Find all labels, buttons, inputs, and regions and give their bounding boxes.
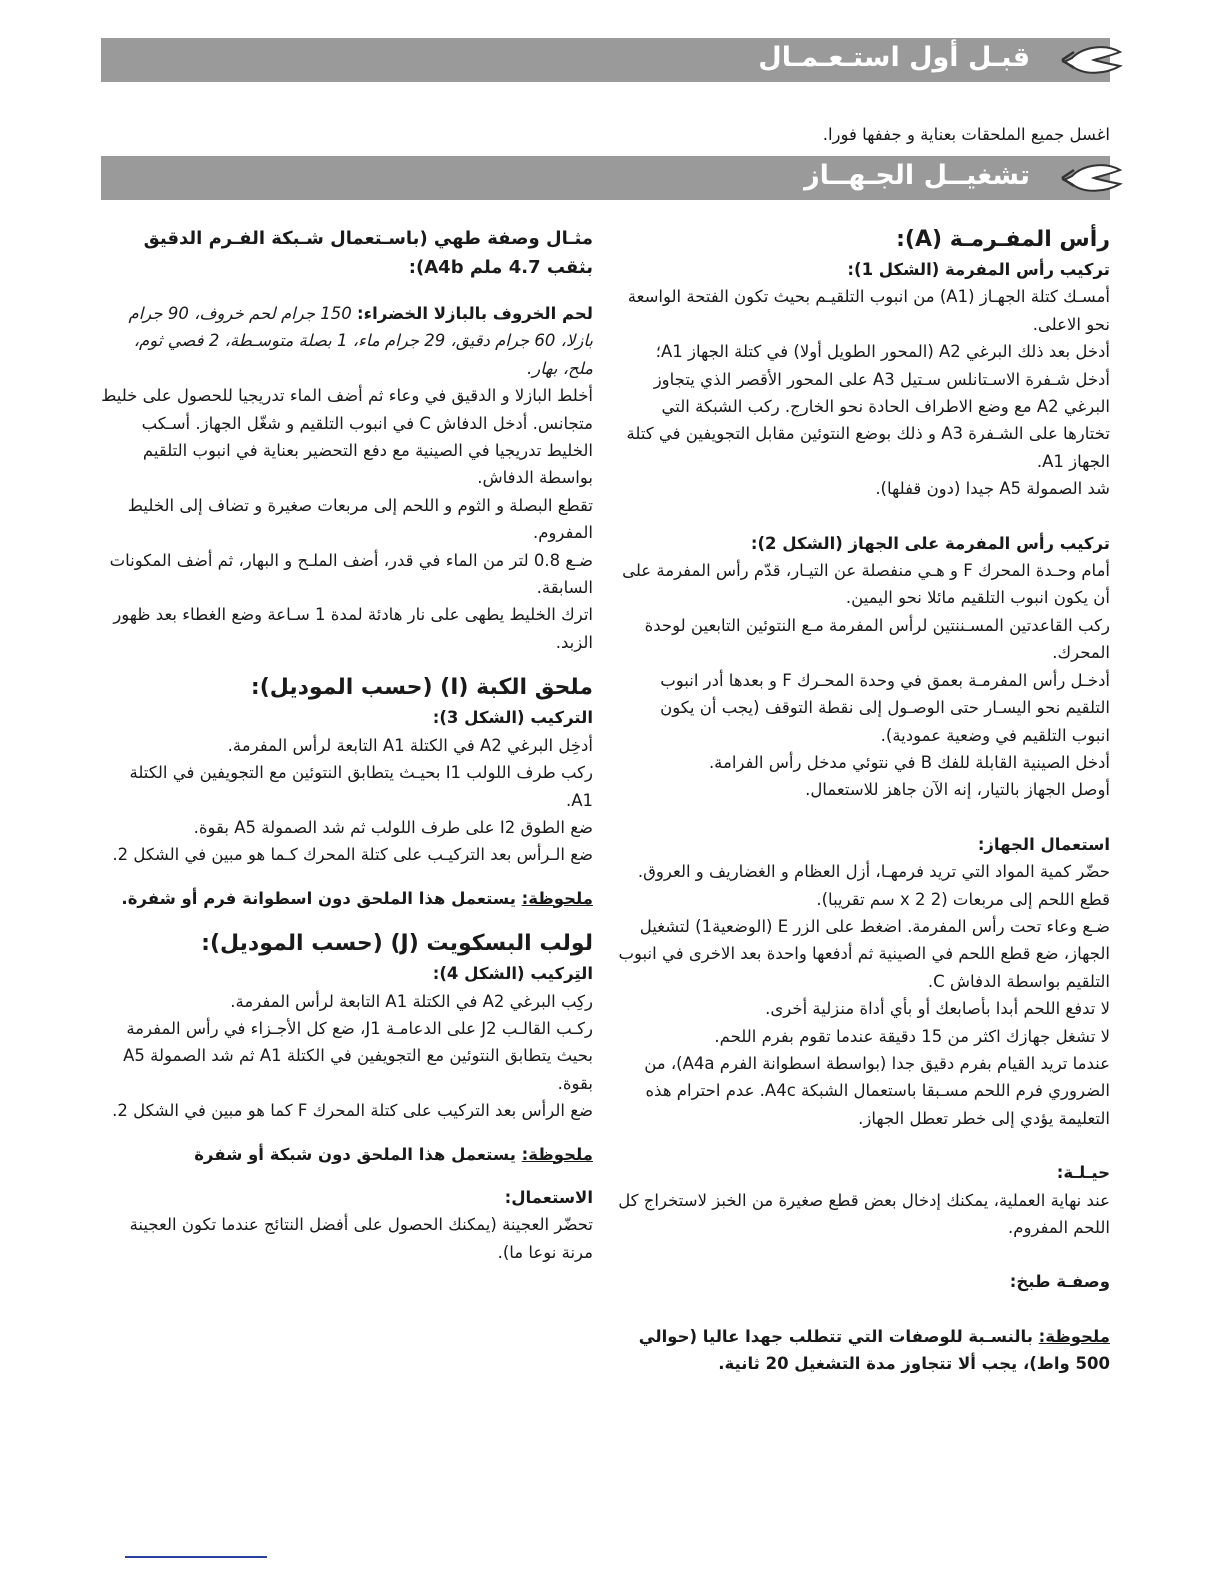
paragraph: ركِب البرغي A2 في الكتلة A1 التابعة لرأس المفرمة. xyxy=(230,991,593,1011)
note-label: ملحوظة: xyxy=(521,1144,593,1164)
dish-paragraph xyxy=(101,300,593,382)
paragraph: عند نهاية العملية، يمكنك إدخال بعض قطع صغيرة من الخبز لاستخراج كل اللحم المفروم. xyxy=(618,1190,1110,1237)
use-title: استعمال الجهاز: xyxy=(977,834,1110,854)
paragraph: أدخِل البرغي A2 في الكتلة A1 التابعة لرأس المفرمة. xyxy=(227,735,593,755)
note-text: يستعمل هذا الملحق دون اسطوانة فرم أو شفرة. xyxy=(121,888,522,908)
paragraph: تحضّر العجينة (يمكنك الحصول على أفضل النتائج عندما تكون العجينة مرنة نوعا ما). xyxy=(129,1215,593,1262)
paragraph: عندما تريد القيام بفرم دقيق جدا (بواسطة اسطوانة الفرم A4a)، من الضروري فرم اللحم مسـبقا باستعمال الشبكة A4c. عدم احترام هذه التعليمة يؤدي إلى خطر تعطل الجهاز. xyxy=(644,1053,1110,1128)
section-title: قبـل أول استـعـمـال xyxy=(758,42,1030,73)
assembly2-title: تركيب رأس المفرمة على الجهاز (الشكل 2): xyxy=(750,533,1110,553)
section-bar-operation xyxy=(101,156,1110,200)
paragraph: ضع الطوق I2 على طرف اللولب ثم شد الصمولة A5 بقوة. xyxy=(193,817,593,837)
power-note xyxy=(618,1323,1110,1378)
kebbe-heading: ملحق الكبة (I) (حسب الموديل): xyxy=(250,675,593,701)
paragraph: ضع الرأس بعد التركيب على كتلة المحرك F كما هو مبين في الشكل 2. xyxy=(112,1101,593,1121)
paragraph: أدخل الصينية القابلة للفك B في نتوئي مدخل رأس الفرامة. xyxy=(708,752,1110,772)
paragraph: أمام وحـدة المحرك F و هـي منفصلة عن التيـار، قدّم رأس المفرمة على أن يكون انبوب التلقيم مائلا نحو اليمين. xyxy=(622,561,1110,608)
paragraph: ركب القاعدتين المسـننتين لرأس المفرمة مـع النتوئين التابعين لوحدة المحرك. xyxy=(644,615,1110,663)
paragraph: لا تدفع اللحم أبدا بأصابعك أو بأي أداة منزلية أخرى. xyxy=(765,999,1110,1019)
tip-title: حيـلـة: xyxy=(1056,1163,1110,1183)
paragraph: ضـع 0.8 لتر من الماء في قدر، أضف الملـح و البهار، ثم أضف المكونات السابقة. xyxy=(109,550,593,598)
usage-title: الاستعمال: xyxy=(504,1187,593,1207)
kebbe-note xyxy=(101,885,593,912)
hand-pointer-icon xyxy=(1054,158,1124,198)
paragraph: لا تشغل جهازك اكثر من 15 دقيقة عندما تقوم بفرم اللحم. xyxy=(714,1026,1110,1046)
footnote-rule xyxy=(125,1556,267,1558)
kebbe-assembly-title: التركيب (الشكل 3): xyxy=(432,708,593,728)
section-bar-before-first-use xyxy=(101,38,1110,82)
assembly1-title: تركيب رأس المفرمة (الشكل 1): xyxy=(847,260,1110,279)
paragraph: شد الصمولة A5 جيدا (دون قفلها). xyxy=(875,479,1110,499)
dish-ingredients: 150 جرام لحم خروف، 90 جرام بازلا، 60 جرام دقيق، 29 جرام ماء، 1 بصلة متوسـطة، 2 فصي ثوم، ملح، بهار. xyxy=(128,304,593,378)
paragraph: ركب طرف اللولب I1 بحيـث يتطابق النتوئين مع التجويفين في الكتلة A1. xyxy=(129,763,593,810)
biscuit-note xyxy=(101,1141,593,1168)
intro-text: اغسل جميع الملحقات بعناية و جففها فورا. xyxy=(822,124,1110,144)
paragraph: حضّر كمية المواد التي تريد فرمهـا، أزل العظام و الغضاريف و العروق. قطع اللحم إلى مربعات (2 x 2 سم تقريبا). xyxy=(637,862,1110,909)
paragraph: تقطع البصلة و الثوم و اللحم إلى مربعات صغيرة و تضاف إلى الخليط المفروم. xyxy=(127,495,593,543)
note-text: بالنسـبة للوصفات التي تتطلب جهدا عاليا (حوالي 500 واط)، يجب ألا تتجاوز مدة التشغيل 20 ثانية. xyxy=(638,1326,1110,1374)
paragraph: ضـع وعاء تحت رأس المفرمة. اضغط على الزر E (الوضعية1) لتشغيل الجهاز، ضع قطع اللحم في الصينية ثم أدفعها واحدة بعد الاخرى في انبوب التلقيم بواسطة الدفاش C. xyxy=(618,916,1110,991)
paragraph: أدخـل رأس المفرمـة بعمق في وحدة المحـرك F و بعدها أدر انبوب التلقيم نحو اليسـار حتى الوصـول إلى نقطة التوقف (يجب أن يكون انبوب التلقيم في وضعية عمودية). xyxy=(660,670,1110,745)
recipe-title: وصفـة طبخ: xyxy=(1009,1272,1110,1292)
paragraph: أوصل الجهاز بالتيار، إنه الآن جاهز للاستعمال. xyxy=(805,780,1110,800)
example-recipe-title: مثـال وصفة طهي (باسـتعمال شـبكة الفـرم الدقيق بثقب 4.7 ملم A4b): xyxy=(143,228,593,278)
right-column xyxy=(618,224,1110,1378)
left-column xyxy=(101,224,593,1266)
note-text: يستعمل هذا الملحق دون شبكة أو شفرة xyxy=(194,1144,522,1164)
paragraph: اترك الخليط يطهى على نار هادئة لمدة 1 سـاعة وضع الغطاء بعد ظهور الزبد. xyxy=(113,605,593,652)
paragraph: ركـب القالـب J2 على الدعامـة J1، ضع كل الأجـزاء في رأس المفرمة بحيث يتطابق النتوئين مع التجويفين في الكتلة A1 ثم شد الصمولة A5 بقوة. xyxy=(123,1018,593,1093)
hand-pointer-icon xyxy=(1054,40,1124,80)
paragraph: أدخل شـفرة الاسـتانلس سـتيل A3 على المحور الأقصر الذي يتجاوز البرغي A2 مع وضع الاطراف الحادة نحو الخارج. ركب الشبكة التي تختارها على الشـفرة A3 و ذلك بوضع النتوئين مقابل التجويفين في كتلة الجهاز A1. xyxy=(626,369,1110,471)
paragraph: ضع الـرأس بعد التركيـب على كتلة المحرك كـما هو مبين في الشكل 2. xyxy=(112,845,593,865)
mincer-head-heading: رأس المفـرمـة (A): xyxy=(896,227,1110,252)
note-label: ملحوظة: xyxy=(521,888,593,908)
paragraph: أمسـك كتلة الجهـاز (A1) من انبوب التلقيـم بحيث تكون الفتحة الواسعة نحو الاعلى. xyxy=(627,287,1110,334)
note-label: ملحوظة: xyxy=(1038,1326,1110,1346)
dish-label: لحم الخروف بالبازلا الخضراء: xyxy=(357,304,593,323)
biscuit-assembly-title: التِركيب (الشكل 4): xyxy=(432,964,593,984)
biscuit-heading: لولب البسكويت (J) (حسب الموديل): xyxy=(201,931,593,957)
section-title: تشغيــل الجـهــاز xyxy=(804,160,1030,191)
paragraph: أخلط البازلا و الدقيق في وعاء ثم أضف الماء تدريجيا للحصول على خليط متجانس. أدخل الدفاش C في انبوب التلقيم و شغّل الجهاز. أسـكب الخليط تدريجيا في الصينية مع دفع التحضير بعناية في انبوب التلقيم بواسطة الدفاش. xyxy=(101,386,593,488)
paragraph: أدخل بعد ذلك البرغي A2 (المحور الطويل أولا) في كتلة الجهاز A1؛ xyxy=(655,342,1110,362)
